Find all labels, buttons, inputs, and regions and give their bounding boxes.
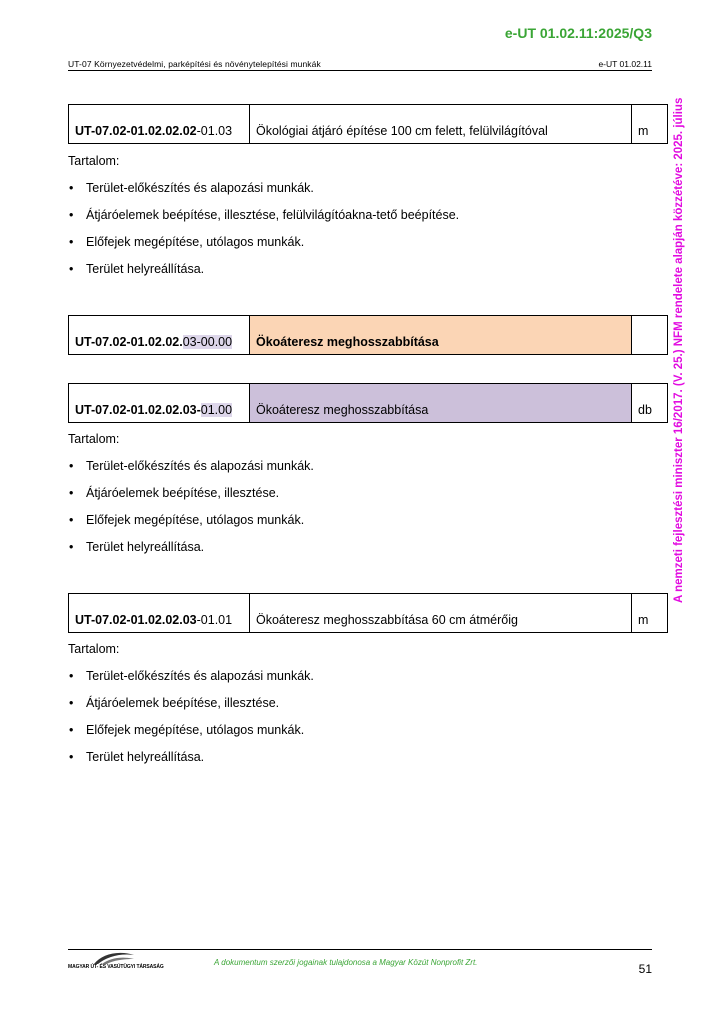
list-item: • Előfejek megépítése, utólagos munkák. xyxy=(68,513,314,540)
group-unit xyxy=(632,316,668,355)
content-label: Tartalom: xyxy=(68,642,120,656)
list-item: • Terület helyreállítása. xyxy=(68,262,459,289)
content-list xyxy=(68,459,314,567)
item-title: Ökoáteresz meghosszabbítása xyxy=(250,384,632,423)
item-code: UT-07.02-01.02.02.02-01.03 xyxy=(69,105,250,144)
item-title: Ökológiai átjáró építése 100 cm felett, felülvilágítóval xyxy=(250,105,632,144)
list-item: • Átjáróelemek beépítése, illesztése, felülvilágítóakna-tető beépítése. xyxy=(68,208,459,235)
content-list xyxy=(68,669,314,777)
group-title: Ökoáteresz meghosszabbítása xyxy=(250,316,632,355)
list-item: • Terület-előkészítés és alapozási munkák. xyxy=(68,459,314,486)
list-item: • Előfejek megépítése, utólagos munkák. xyxy=(68,235,459,262)
publication-side-note: A nemzeti fejlesztési miniszter 16/2017. (V. 25.) NFM rendelete alapján közzétéve: 2025. július xyxy=(673,98,685,604)
list-item: • Terület helyreállítása. xyxy=(68,540,314,567)
item-table-03-01-00 xyxy=(68,383,668,423)
item-unit: m xyxy=(632,105,668,144)
item-unit: db xyxy=(632,384,668,423)
content-label: Tartalom: xyxy=(68,432,120,446)
document-code: e-UT 01.02.11:2025/Q3 xyxy=(504,25,652,41)
road-swoosh-icon xyxy=(92,951,136,965)
item-table-01-03 xyxy=(68,104,668,144)
header-chapter-title: UT-07 Környezetvédelmi, parképítési és növénytelepítési munkák xyxy=(68,59,321,69)
content-label: Tartalom: xyxy=(68,154,120,168)
list-item: • Átjáróelemek beépítése, illesztése. xyxy=(68,486,314,513)
list-item: • Terület helyreállítása. xyxy=(68,750,314,777)
content-list xyxy=(68,181,459,289)
list-item: • Átjáróelemek beépítése, illesztése. xyxy=(68,696,314,723)
item-code: UT-07.02-01.02.02.03-01.00 xyxy=(69,384,250,423)
society-logo-text: MAGYAR ÚT- ÉS VASÚTÜGYI TÁRSASÁG xyxy=(68,964,164,970)
list-item: • Terület-előkészítés és alapozási munkák. xyxy=(68,181,459,208)
society-logo xyxy=(68,951,168,973)
header-divider xyxy=(68,70,652,71)
group-code: UT-07.02-01.02.02.03-00.00 xyxy=(69,316,250,355)
footer-divider xyxy=(68,949,652,950)
list-item: • Terület-előkészítés és alapozási munkák. xyxy=(68,669,314,696)
item-title: Ökoáteresz meghosszabbítása 60 cm átmérőig xyxy=(250,594,632,633)
item-table-03-01-01 xyxy=(68,593,668,633)
item-unit: m xyxy=(632,594,668,633)
copyright-note: A dokumentum szerzői jogainak tulajdonosa a Magyar Közút Nonprofit Zrt. xyxy=(214,958,478,967)
header-document-id: e-UT 01.02.11 xyxy=(598,59,652,69)
item-code: UT-07.02-01.02.02.03-01.01 xyxy=(69,594,250,633)
page-number: 51 xyxy=(638,962,652,976)
list-item: • Előfejek megépítése, utólagos munkák. xyxy=(68,723,314,750)
group-table-03-00-00 xyxy=(68,315,668,355)
